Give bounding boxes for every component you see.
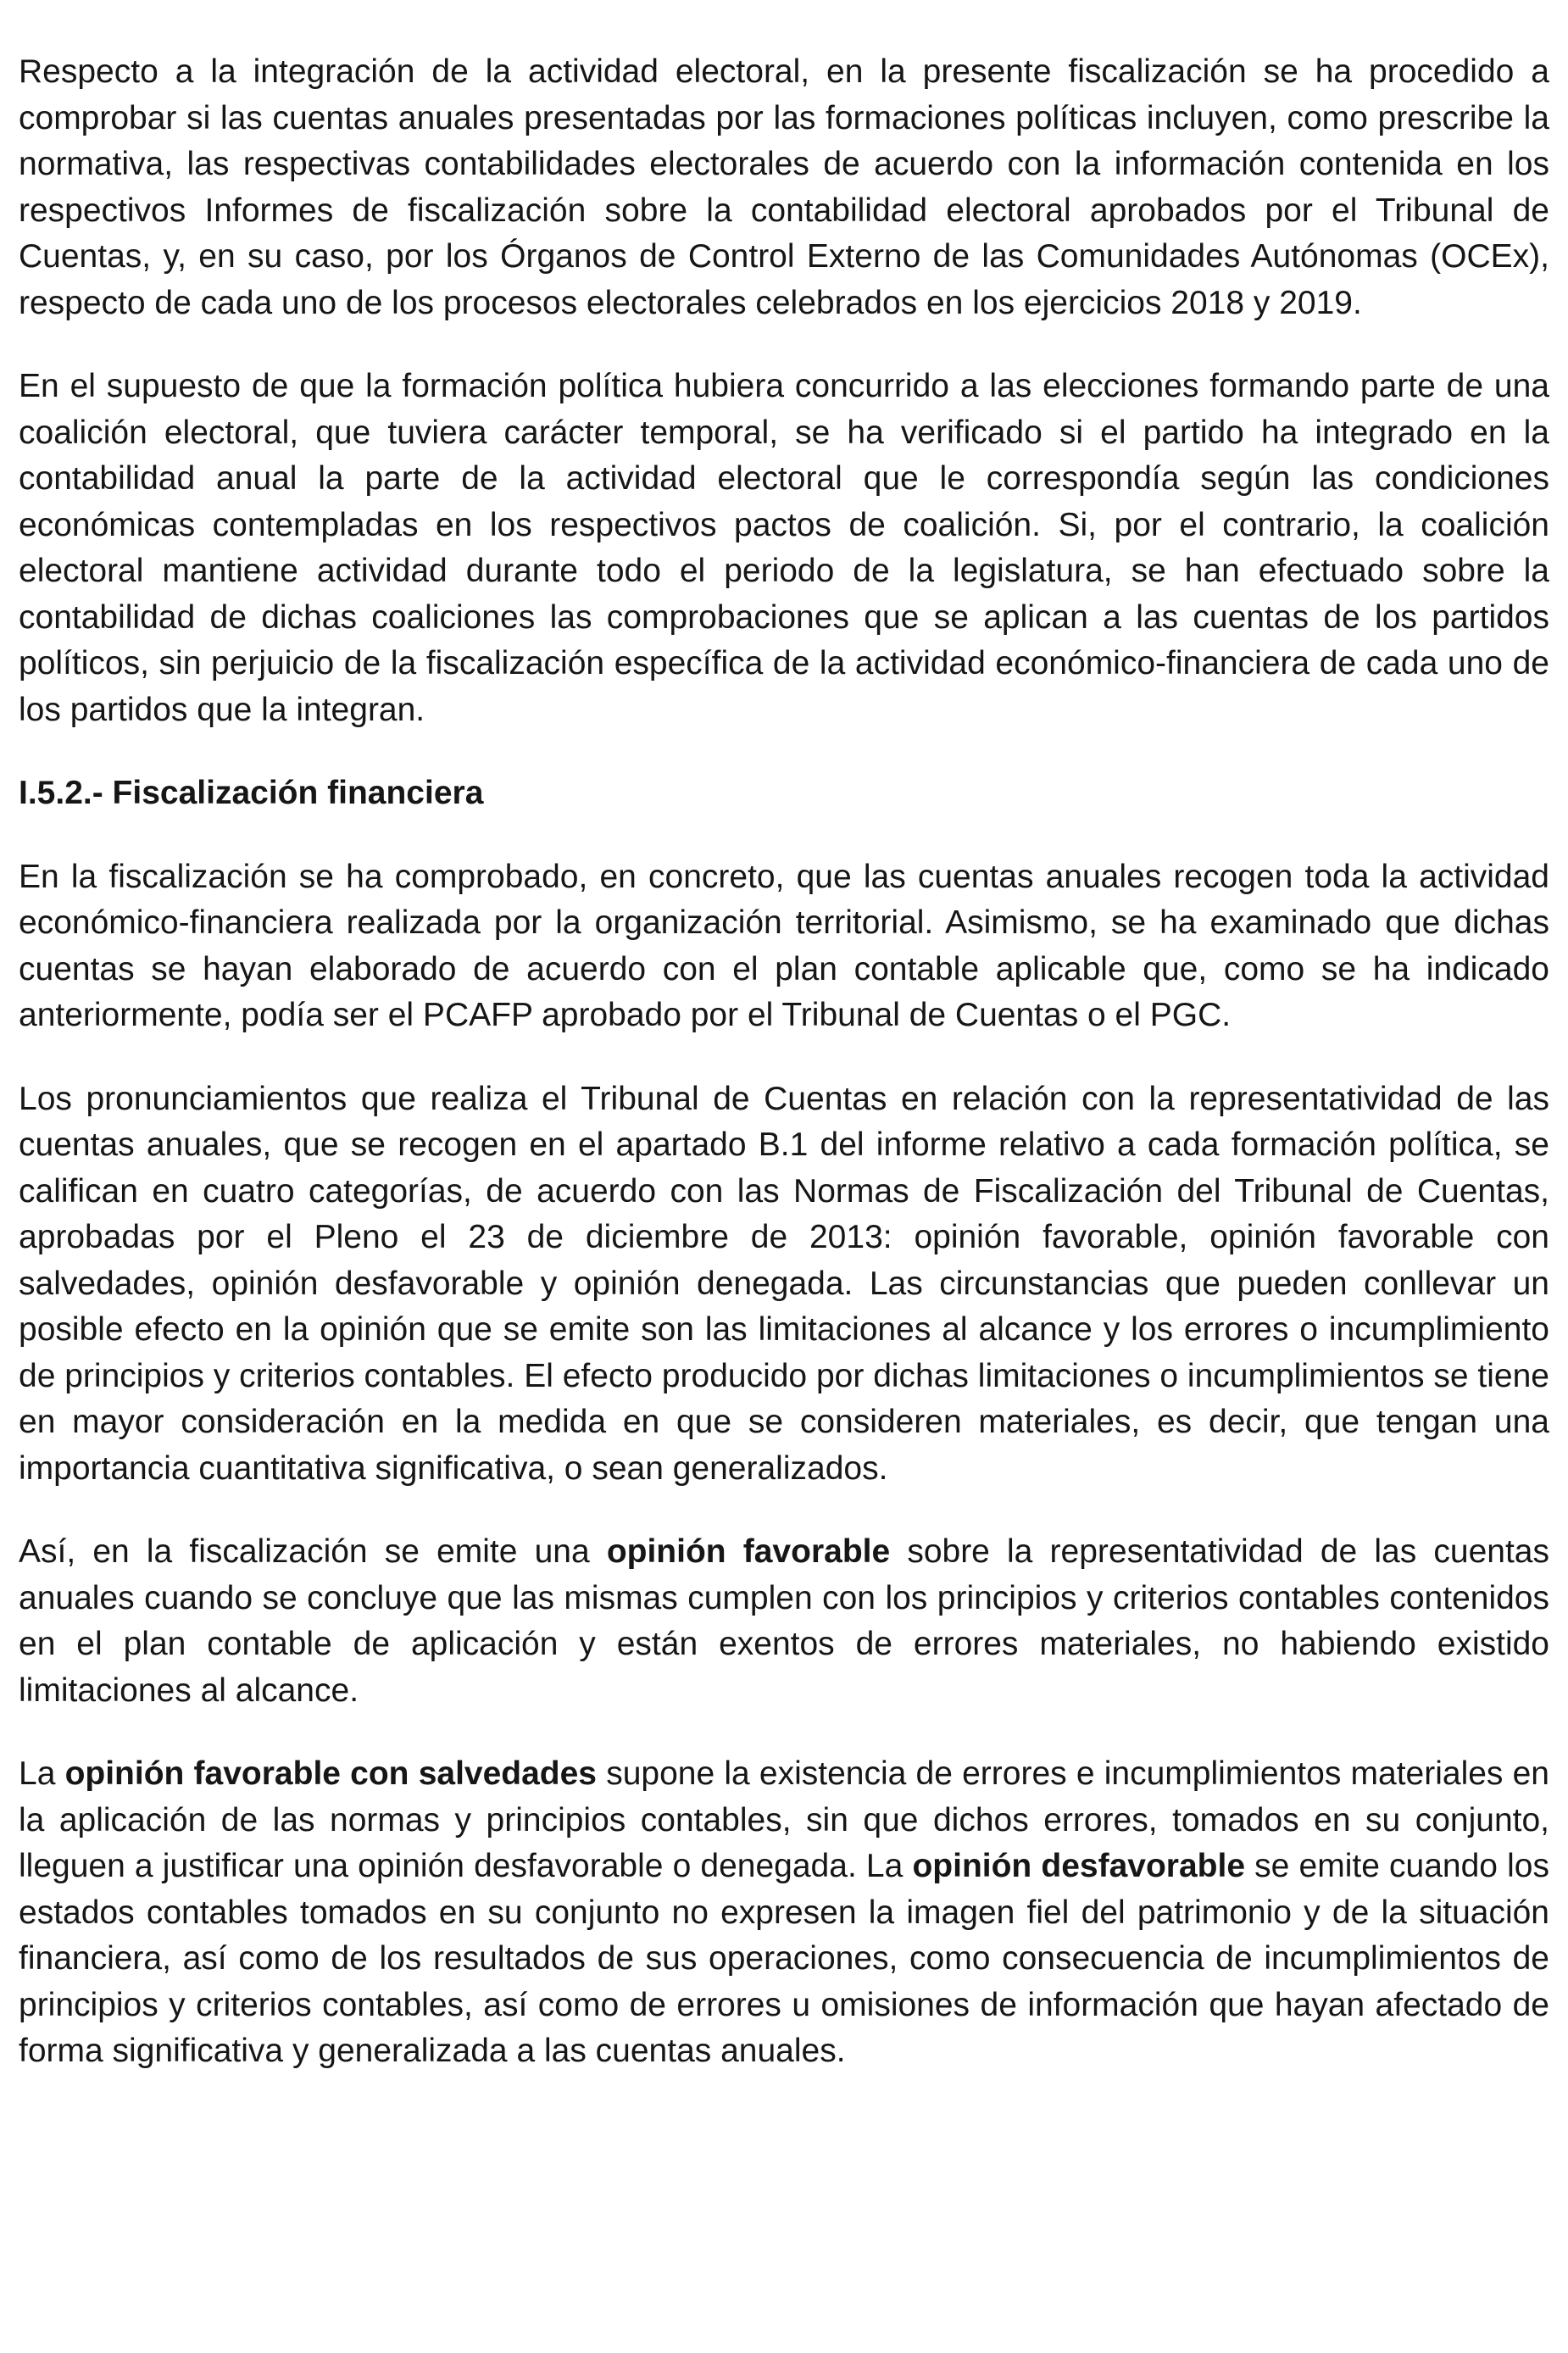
bold-term-favorable: opinión favorable — [606, 1533, 891, 1570]
bold-term-unfavorable: opinión desfavorable — [912, 1848, 1246, 1884]
section-heading: I.5.2.- Fiscalización financiera — [19, 775, 484, 811]
paragraph-pronouncements: Los pronunciamientos que realiza el Tribunal de Cuentas en relación con la representatividad de las cuentas anuales, que se recogen en el apartado B.1 del informe relativo a cada formación política, se califican en cuatro categorías, de acuerdo con las Normas de Fiscalización del Tribunal de Cuentas, aprobadas por el Pleno el 23 de diciembre de 2013: opinión favorable, opinión favorable con salvedades, opinión desfavorable y opinión denegada. Las circunstancias que pueden conllevar un posible efecto en la opinión que se emite son las limitaciones al alcance y los errores o incumplimiento de principios y criterios contables. El efecto producido por dichas limitaciones o incumplimientos se tiene en mayor consideración en la medida en que se consideren materiales, es decir, que tengan una importancia cuantitativa significativa, o sean generalizados. — [19, 1080, 1549, 1487]
text-segment: supone la existencia de errores e incumplimientos materiales en la aplicación de las normas y principios contables, sin que dichos errores, tomados en su conjunto, lleguen a justificar una opinión desfavorable o denegada. La — [19, 1755, 1549, 1884]
paragraph-financial-audit: En la fiscalización se ha comprobado, en concreto, que las cuentas anuales recogen toda la actividad económico-financiera realizada por la organización territorial. Asimismo, se ha examinado que dichas cuentas se hayan elaborado de acuerdo con el plan contable aplicable que, como se ha indicado anteriormente, podía ser el PCAFP aprobado por el Tribunal de Cuentas o el PGC. — [19, 858, 1549, 1033]
paragraph-electoral-coalition: En el supuesto de que la formación política hubiera concurrido a las elecciones formando parte de una coalición electoral, que tuviera carácter temporal, se ha verificado si el partido ha integrado en la contabilidad anual la parte de la actividad electoral que le correspondía según las condiciones económicas contempladas en los respectivos pactos de coalición. Si, por el contrario, la coalición electoral mantiene actividad durante todo el periodo de la legislatura, se han efectuado sobre la contabilidad de dichas coaliciones las comprobaciones que se aplican a las cuentas de los partidos políticos, sin perjuicio de la fiscalización específica de la actividad económico-financiera de cada uno de los partidos que la integran. — [19, 368, 1549, 728]
bold-term-qualified: opinión favorable con salvedades — [64, 1755, 598, 1792]
paragraph-electoral-activity: Respecto a la integración de la actividad electoral, en la presente fiscalización se ha procedido a comprobar si las cuentas anuales presentadas por las formaciones políticas incluyen, como prescribe la normativa, las respectivas contabilidades electorales de acuerdo con la información contenida en los respectivos Informes de fiscalización sobre la contabilidad electoral aprobados por el Tribunal de Cuentas, y, en su caso, por los Órganos de Control Externo de las Comunidades Autónomas (OCEx), respecto de cada uno de los procesos electorales celebrados en los ejercicios 2018 y 2019. — [19, 53, 1549, 321]
paragraph-qualified-opinion — [19, 1751, 1549, 2075]
text-segment: se emite cuando los estados contables tomados en su conjunto no expresen la imagen fiel del patrimonio y de la situación financiera, así como de los resultados de sus operaciones, como consecuencia de incumplimientos de principios y criterios contables, así como de errores u omisiones de información que hayan afectado de forma significativa y generalizada a las cuentas anuales. — [19, 1848, 1549, 2069]
text-segment: sobre la representatividad de las cuentas anuales cuando se concluye que las mismas cumplen con los principios y criterios contables contenidos en el plan contable de aplicación y están exentos de errores materiales, no habiendo existido limitaciones al alcance. — [19, 1533, 1549, 1709]
paragraph-favorable-opinion — [19, 1529, 1549, 1714]
text-segment: La — [19, 1755, 65, 1792]
text-segment: Así, en la fiscalización se emite una — [19, 1533, 607, 1570]
document-page — [19, 49, 1549, 2112]
